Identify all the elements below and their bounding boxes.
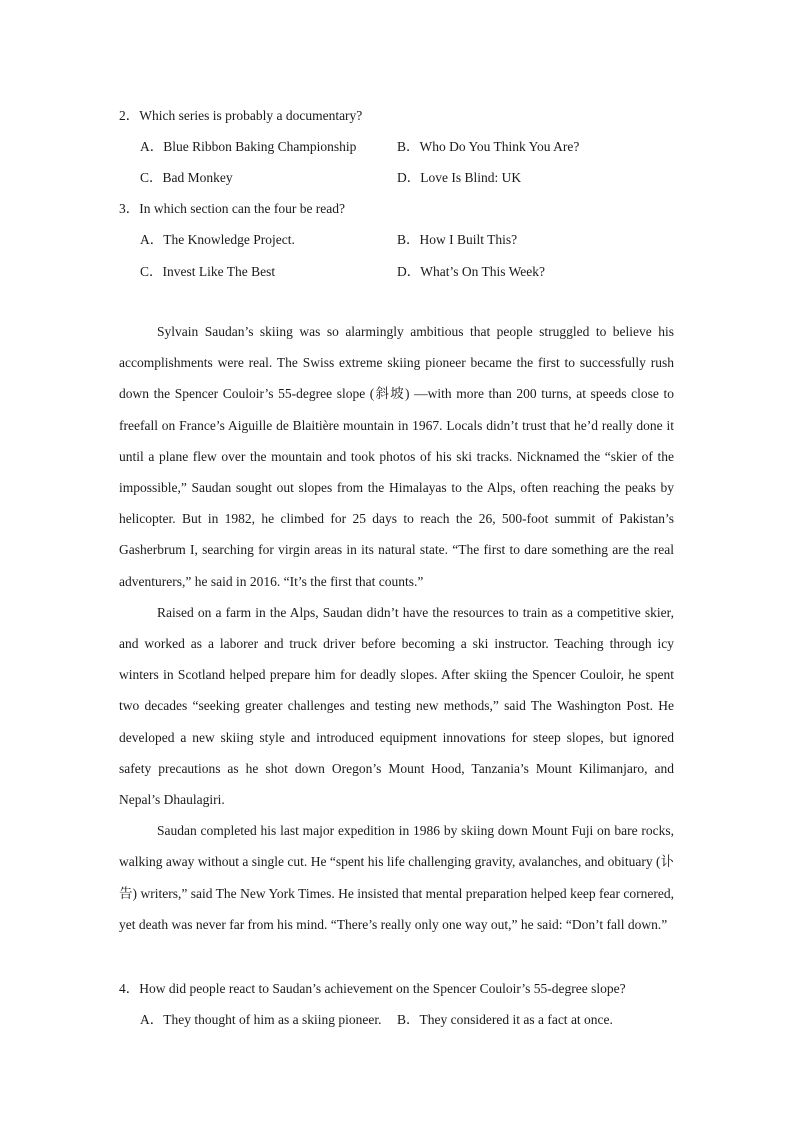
passage-paragraph-3: Saudan completed his last major expedition in 1986 by skiing down Mount Fuji on bare rocks, walking away without a single cut. He “spent his life challenging gravity, avalanches, and obituary (讣告) writers,” said The New York Times. He insisted that mental preparation helped keep fear cornered, yet death was never far from his mind. “There’s really only one way out,” he said: “Don’t fall down.” [119, 823, 674, 932]
passage-paragraph-1: Sylvain Saudan’s skiing was so alarmingly ambitious that people struggled to believe his accomplishments were real. The Swiss extreme skiing pioneer became the first to successfully rush down the Spencer Couloir’s 55-degree slope (斜坡) —with more than 200 turns, at speeds close to freefall on France’s Aiguille de Blaitière mountain in 1967. Locals didn’t trust that he’d really done it until a plane flew over the mountain and took photos of his ski tracks. Nicknamed the “skier of the impossible,” Saudan sought out slopes from the Himalayas to the Alps, often reaching the peaks by helicopter. But in 1982, he climbed for 25 days to reach the 26, 500-foot summit of Pakistan’s Gasherbrum I, searching for virgin areas in its natural state. “The first to dare something are the real adventurers,” he said in 2016. “It’s the first that counts.” [119, 324, 674, 589]
question-4-option-b: B．They considered it as a fact at once. [397, 1012, 613, 1027]
question-3-stem: 3．In which section can the four be read? [119, 201, 346, 216]
question-2-option-c: C．Bad Monkey [140, 170, 233, 185]
question-3-option-a: A．The Knowledge Project. [140, 232, 295, 247]
question-4-stem: 4．How did people react to Saudan’s achievement on the Spencer Couloir’s 55-degree slope? [119, 981, 626, 996]
question-4-option-a: A．They thought of him as a skiing pioneer. [140, 1012, 382, 1027]
question-2-option-d: D．Love Is Blind: UK [397, 170, 522, 185]
passage-paragraph-2: Raised on a farm in the Alps, Saudan didn’t have the resources to train as a competitive skier, and worked as a laborer and truck driver before becoming a ski instructor. Teaching through icy winters in Scotland helped prepare him for deadly slopes. After skiing the Spencer Couloir, he spent two decades “seeking greater challenges and testing new methods,” said The Washington Post. He developed a new skiing style and introduced equipment innovations for steep slopes, but ignored safety precautions as he shot down Oregon’s Mount Hood, Tanzania’s Mount Kilimanjaro, and Nepal’s Dhaulagiri. [119, 604, 674, 808]
question-3-option-d: D．What’s On This Week? [397, 264, 546, 279]
question-3-option-b: B．How I Built This? [397, 232, 518, 247]
question-2-option-a: A．Blue Ribbon Baking Championship [140, 139, 357, 154]
question-3-option-c: C．Invest Like The Best [140, 264, 276, 279]
question-2-stem: 2．Which series is probably a documentary? [119, 108, 363, 123]
reading-passage [119, 316, 674, 940]
question-2-option-b: B．Who Do You Think You Are? [397, 139, 580, 154]
